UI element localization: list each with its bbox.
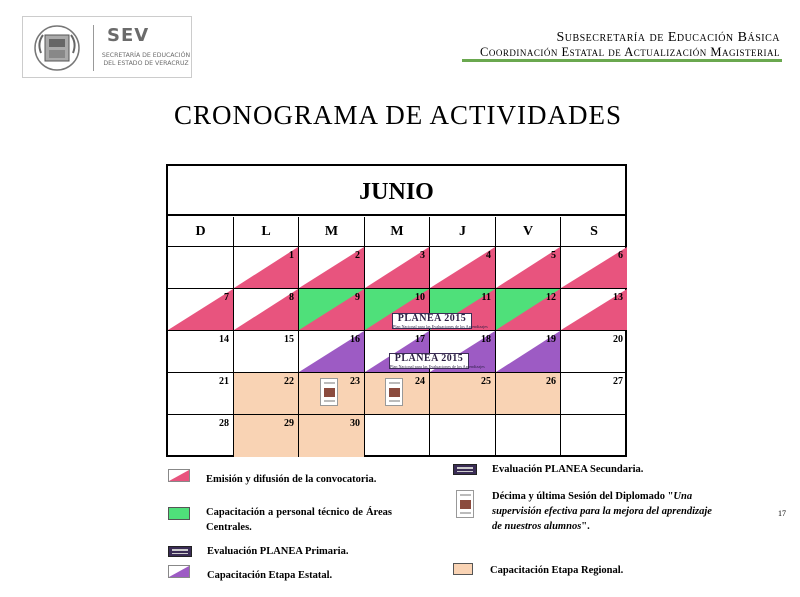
day-name-header: M: [365, 217, 430, 247]
day-cell: [234, 247, 299, 289]
day-number: 18: [481, 334, 491, 345]
day-number: 29: [284, 418, 294, 429]
planea-secundaria-badge: [389, 353, 485, 369]
day-number: 2: [355, 250, 360, 261]
legend-etapa-regional: Capacitación Etapa Regional.: [490, 565, 624, 576]
day-cell: [430, 373, 496, 415]
logo-divider: [93, 25, 94, 71]
legend-capacitacion-central: Capacitación a personal técnico de Áreas Centrales.: [206, 507, 392, 533]
day-cell: [299, 289, 365, 331]
day-number: 28: [219, 418, 229, 429]
day-number: 24: [415, 376, 425, 387]
empty-day-cell: [561, 415, 627, 457]
convocatoria-swatch: [168, 469, 190, 482]
planea-secundaria-swatch: [453, 464, 477, 475]
day-cell: [430, 247, 496, 289]
day-cell: [299, 247, 365, 289]
day-name-header: J: [430, 217, 496, 247]
doc-line: [389, 400, 400, 402]
sev-logo: [22, 16, 192, 78]
day-cell: [365, 247, 430, 289]
month-title: JUNIO: [168, 166, 625, 216]
calendar: [166, 164, 627, 457]
day-number: 9: [355, 292, 360, 303]
legend-etapa-estatal: Capacitación Etapa Estatal.: [207, 570, 333, 581]
diplomado-document-icon: [456, 490, 474, 518]
day-number: 7: [224, 292, 229, 303]
day-number: 26: [546, 376, 556, 387]
day-number: 25: [481, 376, 491, 387]
day-number: 13: [613, 292, 623, 303]
day-cell: [496, 373, 561, 415]
day-name-header: S: [561, 217, 627, 247]
day-number: 21: [219, 376, 229, 387]
day-cell: [168, 331, 234, 373]
planea-subtitle: Plan Nacional para las Evaluaciones de los Aprendizajes: [390, 364, 485, 369]
day-cell: [234, 289, 299, 331]
day-name-header: D: [168, 217, 234, 247]
header-divider: [462, 59, 782, 62]
day-cell: [561, 247, 627, 289]
legend-convocatoria: Emisión y difusión de la convocatoria.: [206, 474, 377, 485]
page-number: 17: [778, 509, 786, 518]
day-cell: [561, 331, 627, 373]
doc-line: [324, 400, 335, 402]
day-number: 8: [289, 292, 294, 303]
coordinacion-heading: Coordinación Estatal de Actualización Magisterial: [480, 45, 780, 59]
day-cell: [234, 373, 299, 415]
planea-title: PLANEA 2015: [397, 313, 467, 324]
day-cell: [168, 415, 234, 457]
day-number: 14: [219, 334, 229, 345]
day-number: 3: [420, 250, 425, 261]
etapa-regional-swatch: [453, 563, 473, 575]
veracruz-seal-icon: [33, 23, 81, 73]
empty-day-cell: [365, 415, 430, 457]
day-cell: [168, 373, 234, 415]
day-cell: [168, 289, 234, 331]
page-title: CRONOGRAMA DE ACTIVIDADES: [173, 100, 623, 130]
day-number: 4: [486, 250, 491, 261]
day-number: 5: [551, 250, 556, 261]
day-name-header: V: [496, 217, 561, 247]
doc-image: [389, 388, 400, 397]
day-number: 19: [546, 334, 556, 345]
logo-subtitle: SECRETARÍA DE EDUCACIÓN DEL ESTADO DE VERACRUZ: [101, 52, 191, 67]
day-number: 17: [415, 334, 425, 345]
day-cell: [234, 415, 299, 457]
day-number: 20: [613, 334, 623, 345]
planea-subtitle: Plan Nacional para las Evaluaciones de los Aprendizajes: [393, 324, 488, 329]
day-cell: [561, 289, 627, 331]
day-number: 11: [481, 292, 491, 303]
day-name-header: L: [234, 217, 299, 247]
legend-planea-primaria: Evaluación PLANEA Primaria.: [207, 546, 349, 557]
day-cell: [299, 415, 365, 457]
planea-title: PLANEA 2015: [394, 353, 464, 364]
day-number: 16: [350, 334, 360, 345]
logo-title: SEV: [107, 25, 150, 46]
diplomado-document-icon: [385, 378, 403, 406]
day-number: 23: [350, 376, 360, 387]
day-number: 12: [546, 292, 556, 303]
empty-day-cell: [430, 415, 496, 457]
day-number: 30: [350, 418, 360, 429]
diplomado-document-icon: [320, 378, 338, 406]
capacitacion-central-swatch: [168, 507, 190, 520]
doc-line: [324, 382, 335, 384]
day-number: 6: [618, 250, 623, 261]
day-cell: [496, 289, 561, 331]
etapa-estatal-swatch: [168, 565, 190, 578]
day-name-header: M: [299, 217, 365, 247]
subsecretaria-heading: Subsecretaría de Educación Básica: [556, 30, 780, 45]
day-cell: [561, 373, 627, 415]
day-number: 27: [613, 376, 623, 387]
doc-line: [389, 382, 400, 384]
day-number: 15: [284, 334, 294, 345]
doc-image: [324, 388, 335, 397]
day-number: 22: [284, 376, 294, 387]
empty-day-cell: [168, 247, 234, 289]
day-cell: [299, 331, 365, 373]
day-cell: [496, 247, 561, 289]
day-cell: [496, 331, 561, 373]
empty-day-cell: [496, 415, 561, 457]
day-number: 10: [415, 292, 425, 303]
legend-diplomado: Décima y última Sesión del Diplomado "Una supervisión efectiva para la mejora del aprendizaje de nuestros alumnos".: [492, 491, 712, 532]
legend-planea-secundaria: Evaluación PLANEA Secundaria.: [492, 464, 644, 475]
day-number: 1: [289, 250, 294, 261]
planea-primaria-badge: [392, 313, 488, 329]
planea-primaria-swatch: [168, 546, 192, 557]
day-cell: [234, 331, 299, 373]
